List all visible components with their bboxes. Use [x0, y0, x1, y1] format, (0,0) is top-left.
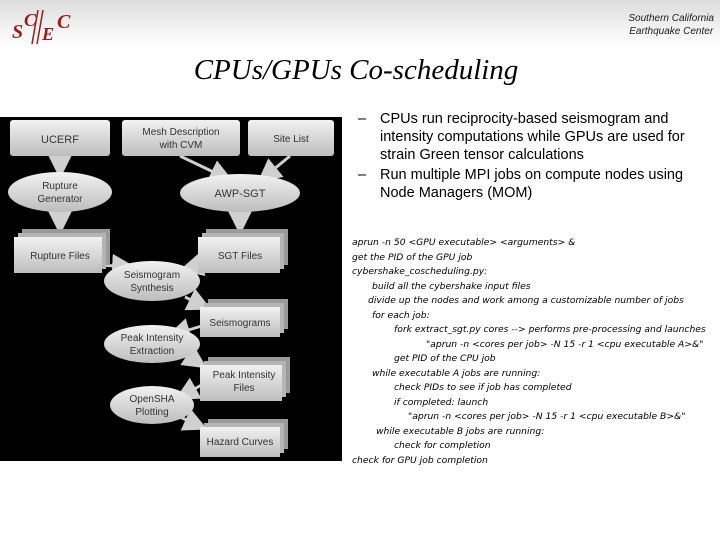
bullet-text: Run multiple MPI jobs on compute nodes using Node Managers (MOM)	[380, 167, 684, 201]
workflow-diagram	[0, 117, 342, 461]
svg-text:C: C	[57, 11, 71, 33]
node-rupture-label-1: Rupture	[42, 181, 78, 192]
code-line: for each job:	[372, 309, 430, 321]
bullet-list	[352, 110, 712, 204]
node-rupture-generator	[8, 172, 112, 212]
node-awp-sgt-label: AWP-SGT	[214, 188, 266, 200]
node-mesh-label-1: Mesh Description	[142, 127, 220, 138]
code-line: check for completion	[394, 440, 491, 451]
bullet-text: CPUs run reciprocity-based seismogram and intensity computations while GPUs are used for strain Green tensor calculations	[380, 111, 685, 163]
code-line: "aprun -n <cores per job> -N 15 -r 1 <cpu executable A>&"	[426, 338, 704, 350]
bullet-item	[352, 166, 712, 202]
svg-text:C: C	[24, 10, 37, 30]
pseudocode-block	[352, 236, 718, 468]
code-line: if completed: launch	[394, 396, 489, 408]
node-rupture-files-label: Rupture Files	[30, 251, 90, 262]
node-seis-synth-label-1: Seismogram	[123, 270, 181, 281]
code-line: check PIDs to see if job has completed	[394, 382, 572, 393]
node-site-list-label: Site List	[273, 134, 309, 145]
bullet-item	[352, 110, 712, 164]
code-line: get PID of the CPU job	[394, 353, 496, 364]
node-ucerf-label: UCERF	[41, 134, 79, 146]
org-name	[628, 12, 714, 38]
svg-text:E: E	[42, 24, 55, 44]
code-line: fork extract_sgt.py cores --> performs pre-processing and launches	[394, 324, 706, 335]
code-line: while executable B jobs are running:	[376, 425, 545, 437]
arrow-site-awp	[262, 156, 290, 179]
node-peak-intensity-extraction	[104, 325, 200, 363]
node-seis-synth-label-2: Synthesis	[130, 283, 174, 294]
org-line-2: Earthquake Center	[629, 26, 714, 37]
node-peak-files-label-1: Peak Intensity	[212, 370, 276, 381]
svg-text:S: S	[12, 21, 24, 43]
node-peak-label-1: Peak Intensity	[120, 333, 184, 344]
slide-title: CPUs/GPUs Co-scheduling	[193, 54, 519, 86]
node-sgt-files-label: SGT Files	[217, 251, 263, 262]
node-peak-files-label-2: Files	[233, 383, 255, 394]
code-line: check for GPU job completion	[352, 454, 488, 466]
code-line: build all the cybershake input files	[372, 280, 531, 292]
arrow-opensha-hazard	[180, 417, 202, 427]
header-band	[0, 0, 720, 48]
scec-logo	[10, 4, 80, 46]
node-hazard-curves-label: Hazard Curves	[206, 437, 274, 448]
code-line: get the PID of the GPU job	[352, 251, 473, 263]
org-line-1: Southern California	[628, 13, 714, 24]
bullet-dash: –	[358, 167, 367, 183]
node-opensha-label-2: Plotting	[135, 407, 169, 418]
node-seismogram-synthesis	[104, 261, 200, 301]
code-line: aprun -n 50 <GPU executable> <arguments> &	[352, 237, 576, 248]
arrow-synth-seis	[185, 297, 206, 307]
node-opensha-label-1: OpenSHA	[129, 394, 175, 405]
bullet-dash: –	[358, 111, 367, 127]
code-line: "aprun -n <cores per job> -N 15 -r 1 <cpu executable B>&"	[408, 411, 686, 422]
node-opensha-plotting	[110, 386, 194, 424]
code-line: while executable A jobs are running:	[372, 367, 541, 379]
node-rupture-label-2: Generator	[37, 194, 83, 205]
node-seismograms-label: Seismograms	[209, 318, 271, 329]
code-line: cybershake_coscheduling.py:	[352, 266, 488, 277]
code-line: divide up the nodes and work among a customizable number of jobs	[368, 295, 684, 306]
node-mesh-label-2: with CVM	[159, 140, 203, 151]
node-peak-label-2: Extraction	[129, 346, 175, 357]
